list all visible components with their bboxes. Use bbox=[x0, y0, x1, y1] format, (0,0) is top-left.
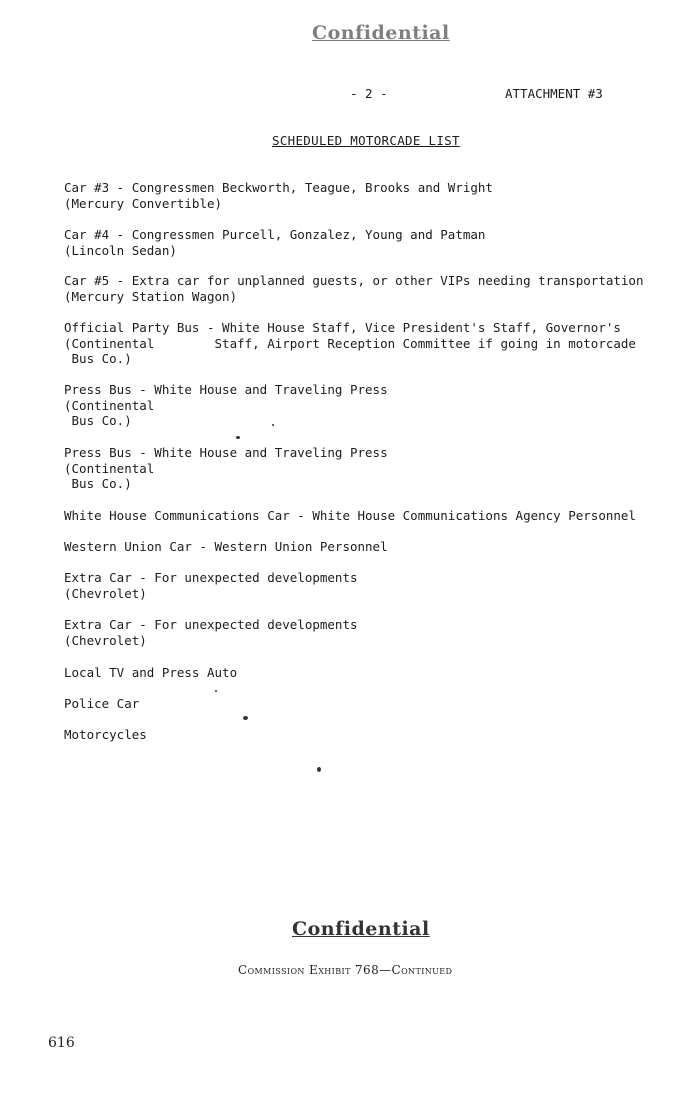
entry-extra-car-1: Extra Car - For unexpected developments (Chevrolet) bbox=[64, 570, 358, 601]
entry-press-bus-1: Press Bus - White House and Traveling Press (Continental Bus Co.) bbox=[64, 382, 388, 429]
attachment-label: ATTACHMENT #3 bbox=[505, 86, 603, 101]
entry-car-3: Car #3 - Congressmen Beckworth, Teague, Brooks and Wright (Mercury Convertible) bbox=[64, 180, 493, 211]
entry-car-5: Car #5 - Extra car for unplanned guests, or other VIPs needing transportation (Mercury Station Wagon) bbox=[64, 273, 644, 304]
ink-speck bbox=[243, 716, 248, 720]
entry-western-union-car: Western Union Car - Western Union Personnel bbox=[64, 539, 388, 554]
ink-speck bbox=[236, 436, 240, 439]
page-number: - 2 - bbox=[350, 86, 388, 101]
ink-speck bbox=[215, 690, 217, 692]
confidential-stamp-top: Confidential bbox=[312, 22, 450, 44]
page-folio: 616 bbox=[48, 1035, 75, 1051]
entry-local-tv-press-auto: Local TV and Press Auto bbox=[64, 665, 238, 680]
entry-motorcycles: Motorcycles bbox=[64, 727, 147, 742]
confidential-stamp-bottom: Confidential bbox=[292, 918, 430, 940]
entry-car-4: Car #4 - Congressmen Purcell, Gonzalez, Young and Patman (Lincoln Sedan) bbox=[64, 227, 486, 258]
entry-extra-car-2: Extra Car - For unexpected developments (Chevrolet) bbox=[64, 617, 358, 648]
ink-speck bbox=[272, 424, 274, 426]
entry-press-bus-2: Press Bus - White House and Traveling Press (Continental Bus Co.) bbox=[64, 445, 388, 492]
list-title: SCHEDULED MOTORCADE LIST bbox=[272, 133, 460, 148]
entry-official-party-bus: Official Party Bus - White House Staff, Vice President's Staff, Governor's (Continental Staff, Airport Reception Committee if going in motorcade Bus Co.) bbox=[64, 320, 636, 367]
entry-police-car: Police Car bbox=[64, 696, 140, 711]
exhibit-caption: Commission Exhibit 768—Continued bbox=[238, 963, 453, 977]
entry-communications-car: White House Communications Car - White House Communications Agency Personnel bbox=[64, 508, 636, 523]
ink-speck bbox=[317, 767, 321, 772]
